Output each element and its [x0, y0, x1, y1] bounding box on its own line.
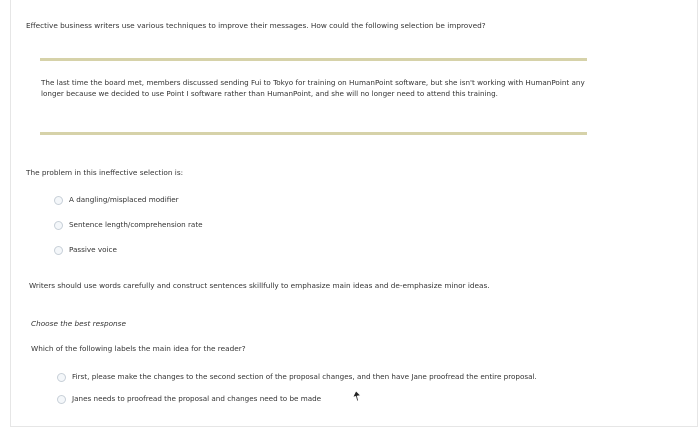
question2-prompt: Which of the following labels the main idea for the reader? [31, 344, 246, 353]
question2-instruction: Choose the best response [31, 319, 126, 328]
option-label: Sentence length/comprehension rate [69, 220, 203, 229]
q1-option-sentence-length[interactable] [54, 219, 203, 231]
q2-option-first-please[interactable] [57, 371, 537, 383]
option-label: First, please make the changes to the second section of the proposal changes, and then have Jane proofread the entire proposal. [72, 372, 537, 381]
content-frame [10, 0, 698, 427]
passage-bottom-rule [40, 132, 587, 135]
question2-intro: Writers should use words carefully and construct sentences skillfully to emphasize main ideas and de-emphasize minor ideas. [29, 281, 490, 290]
question1-prompt: Effective business writers use various techniques to improve their messages. How could the following selection be improved? [26, 21, 486, 30]
radio-button[interactable] [54, 246, 63, 255]
question1-subprompt: The problem in this ineffective selection is: [26, 168, 184, 177]
radio-button[interactable] [57, 395, 66, 404]
q2-option-janes-needs[interactable] [57, 393, 321, 405]
passage-top-rule [40, 58, 587, 61]
mouse-pointer-icon [352, 390, 362, 402]
radio-button[interactable] [57, 373, 66, 382]
q1-option-passive-voice[interactable] [54, 244, 117, 256]
option-label: Janes needs to proofread the proposal and changes need to be made [72, 394, 322, 403]
radio-button[interactable] [54, 221, 63, 230]
option-label: A dangling/misplaced modifier [69, 195, 179, 204]
q1-option-dangling-modifier[interactable] [54, 194, 179, 206]
option-label: Passive voice [69, 245, 117, 254]
question1-passage: The last time the board met, members discussed sending Fui to Tokyo for training on HumanPoint software, but she isn't working with HumanPoint any longer because we decided to use Point I software rather than HumanPoint, and she will no longer need to attend this training. [41, 78, 585, 99]
radio-button[interactable] [54, 196, 63, 205]
